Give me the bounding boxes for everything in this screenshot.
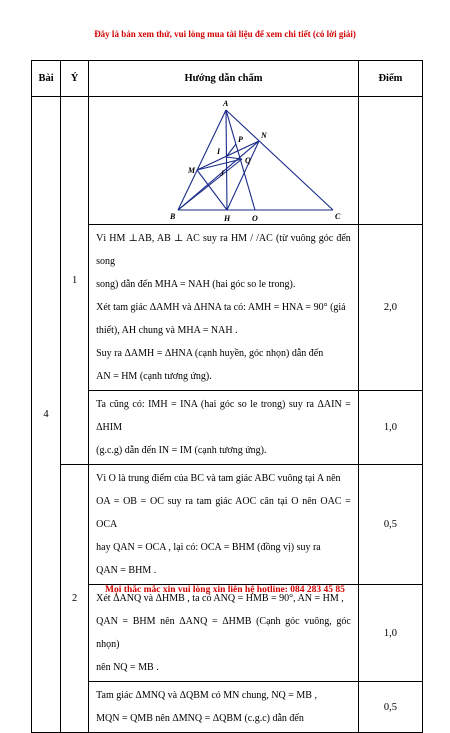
step-2-text: Ta cũng có: IMH = INA (hai góc so le trong) suy ra ΔAIN = ΔHIM (g.c.g) dẫn đến IN = IM (cạnh tương ứng).	[89, 391, 359, 465]
step-1-score: 2,0	[358, 225, 422, 391]
part-1-label: 1	[61, 97, 89, 465]
point-label-i: I	[217, 147, 221, 156]
point-label-h: H	[224, 214, 231, 223]
grading-table	[31, 60, 423, 733]
step-5-score: 0,5	[358, 682, 422, 733]
step-3-text: Vì O là trung điểm của BC và tam giác ABC vuông tại A nên OA = OB = OC suy ra tam giác AOC cân tại O nên OAC = OCA hay QAN = OCA , lại có: OCA = BHM (đồng vị) suy ra QAN = BHM .	[89, 465, 359, 585]
point-label-b: B	[170, 212, 176, 221]
header-diem: Điểm	[358, 61, 422, 97]
step-3-score: 0,5	[358, 465, 422, 585]
step-row-4	[32, 585, 423, 682]
step-1-text: Vì HM ⊥AB, AB ⊥ AC suy ra HM / /AC (từ vuông góc đến song song) dẫn đến MHA = NAH (hai góc so le trong). Xét tam giác ΔAMH và ΔHNA ta có: AMH = HNA = 90° (giả thiết), AH chung và MHA = NAH . Suy ra ΔAMH = ΔHNA (cạnh huyền, góc nhọn) dẫn đến AN = HM (cạnh tương ứng).	[89, 225, 359, 391]
segment-pi	[226, 144, 236, 157]
point-label-n: N	[261, 131, 267, 140]
step-row-3	[32, 465, 423, 585]
point-label-q: Q	[245, 156, 251, 165]
header-row	[32, 61, 423, 97]
step-2-score: 1,0	[358, 391, 422, 465]
step-4-score: 1,0	[358, 585, 422, 682]
point-label-c: C	[335, 212, 341, 221]
segment-hn	[227, 141, 259, 210]
bai-number: 4	[32, 97, 61, 733]
point-label-o: O	[252, 214, 258, 223]
part-2-label: 2	[61, 465, 89, 733]
step-4-text: Xét ΔANQ và ΔHMB , ta có ANQ = HMB = 90°, AN = HM , QAN = BHM nên ΔANQ = ΔHMB (Cạnh góc vuông, góc nhọn) nên NQ = MB .	[89, 585, 359, 682]
step-row-1	[32, 225, 423, 391]
preview-banner: Đây là bản xem thử, vui lòng mua tài liệu để xem chi tiết (có lời giải)	[94, 29, 356, 39]
point-label-p: P	[238, 135, 244, 144]
diagram-score-cell	[358, 97, 422, 225]
header-guide: Hướng dẫn chấm	[89, 61, 359, 97]
point-label-j: J	[220, 169, 225, 178]
diagram-row	[32, 97, 423, 225]
point-label-m: M	[188, 166, 196, 175]
segment-ac	[226, 110, 333, 210]
header-y: Ý	[61, 61, 89, 97]
point-label-a: A	[223, 99, 229, 108]
segment-ah	[226, 110, 227, 210]
geometry-diagram-cell	[89, 97, 359, 225]
header-bai: Bài	[32, 61, 61, 97]
step-5-text: Tam giác ΔMNQ và ΔQBM có MN chung, NQ = MB , MQN = QMB nên ΔMNQ = ΔQBM (c.g.c) dẫn đến	[89, 682, 359, 733]
step-row-2	[32, 391, 423, 465]
triangle-diagram	[89, 97, 358, 224]
hotline-footer: Mọi thắc mắc xin vui lòng xin liên hệ hotline: 084 283 45 85	[105, 585, 345, 595]
step-row-5	[32, 682, 423, 733]
